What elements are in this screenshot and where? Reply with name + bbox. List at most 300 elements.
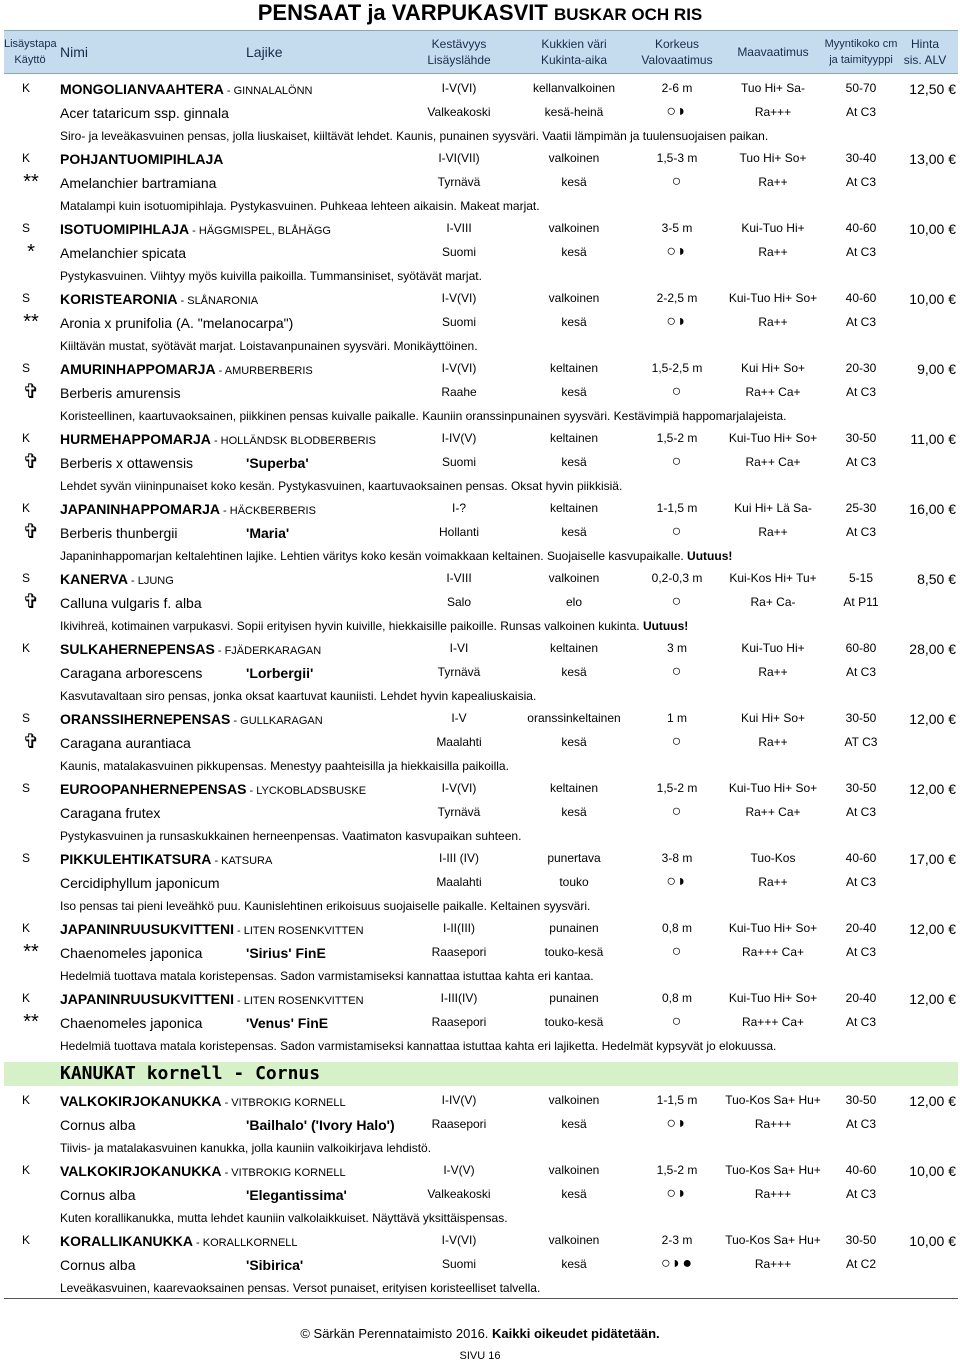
height: 1,5-2 m xyxy=(656,781,698,795)
latin-name: Caragana arborescens xyxy=(60,665,203,681)
hardiness-zone: I-III (IV) xyxy=(439,851,479,865)
price: 13,00 € xyxy=(909,151,956,167)
bloom-time: touko xyxy=(559,875,589,889)
cultivar: 'Bailhalo' ('Ivory Halo') xyxy=(246,1117,395,1133)
use-code: K xyxy=(21,1093,30,1107)
hardiness-zone: I-IV(V) xyxy=(441,431,477,445)
light-icon: ○ xyxy=(671,733,683,750)
plant-entry xyxy=(4,985,958,1055)
height: 3-5 m xyxy=(661,221,693,235)
cultivar: 'Maria' xyxy=(246,525,290,541)
light-icon: ○◗ xyxy=(666,243,688,260)
hardiness-zone: I-III(IV) xyxy=(440,991,478,1005)
nutrient-requirement: Ra+++ Ca+ xyxy=(741,1015,805,1029)
bloom-time: kesä xyxy=(561,1187,587,1201)
footer: © Särkän Perennataimisto 2016. Kaikki oikeudet pidätetään. xyxy=(300,1326,660,1341)
title-main: PENSAAT ja VARPUKASVIT xyxy=(257,0,548,25)
soil-requirement: Kui-Tuo Hi+ So+ xyxy=(728,921,818,935)
origin: Suomi xyxy=(441,455,476,469)
use-code: K xyxy=(21,1163,30,1177)
plant-name: JAPANINRUUSUKVITTENI - LITEN ROSENKVITTEN xyxy=(60,921,364,937)
page-title xyxy=(0,0,960,28)
plant-type: At C3 xyxy=(845,245,876,259)
use-code: S xyxy=(21,711,30,725)
description: Kuten korallikanukka, mutta lehdet kauniin valkolaikkuiset. Näyttävä yksittäispensas. xyxy=(60,1211,508,1225)
hardiness-mark: ✞ xyxy=(22,731,40,753)
origin: Valkeakoski xyxy=(427,105,491,119)
origin: Tyrnävä xyxy=(437,805,481,819)
plant-type: AT C3 xyxy=(844,735,878,749)
plant-entry xyxy=(4,635,958,705)
plant-name: ORANSSIHERNEPENSAS - GULLKARAGAN xyxy=(60,711,323,727)
cultivar: 'Lorbergii' xyxy=(246,665,314,681)
price: 12,00 € xyxy=(909,781,956,797)
origin: Raasepori xyxy=(431,1117,487,1131)
section-header-kanukat xyxy=(4,1062,958,1086)
flower-color: valkoinen xyxy=(548,291,600,305)
sale-size: 30-50 xyxy=(845,711,877,725)
plant-name: HURMEHAPPOMARJA - HOLLÄNDSK BLODBERBERIS xyxy=(60,431,376,447)
height: 1,5-2 m xyxy=(656,1163,698,1177)
plant-name: AMURINHAPPOMARJA - AMURBERBERIS xyxy=(60,361,313,377)
latin-name: Chaenomeles japonica xyxy=(60,945,203,961)
use-code: S xyxy=(21,851,30,865)
plant-entry xyxy=(4,145,958,215)
price: 12,50 € xyxy=(909,81,956,97)
soil-requirement: Kui-Tuo Hi+ xyxy=(741,641,805,655)
sale-size: 40-60 xyxy=(845,851,877,865)
latin-name: Berberis x ottawensis xyxy=(60,455,194,471)
bloom-time: kesä xyxy=(561,805,587,819)
hardiness-zone: I-V(V) xyxy=(443,1163,475,1177)
soil-requirement: Tuo-Kos xyxy=(750,851,796,865)
latin-name: Amelanchier spicata xyxy=(60,245,187,261)
use-code: K xyxy=(21,81,30,95)
nutrient-requirement: Ra+++ xyxy=(754,1187,792,1201)
hardiness-mark: ✞ xyxy=(22,591,40,613)
latin-name: Chaenomeles japonica xyxy=(60,1015,203,1031)
header-myyntikoko: Myyntikoko cm ja taimityyppi xyxy=(824,38,898,66)
latin-name: Caragana aurantiaca xyxy=(60,735,191,751)
latin-name: Cornus alba xyxy=(60,1187,136,1203)
use-code: K xyxy=(21,991,30,1005)
plant-entry xyxy=(4,425,958,495)
use-code: K xyxy=(21,1233,30,1247)
origin: Suomi xyxy=(441,245,476,259)
plant-entry xyxy=(4,845,958,915)
soil-requirement: Tuo Hi+ So+ xyxy=(739,151,807,165)
description: Ikivihreä, kotimainen varpukasvi. Sopii erityisen hyvin kuiville, hiekkaisille paikoille. Runsas valkoinen kukinta. Uutuus! xyxy=(60,619,689,633)
price: 10,00 € xyxy=(909,1163,956,1179)
height: 1,5-3 m xyxy=(656,151,698,165)
height: 1-1,5 m xyxy=(656,1093,698,1107)
hardiness-mark: ** xyxy=(23,1011,39,1033)
hardiness-mark: ** xyxy=(23,941,39,963)
plant-type: At C3 xyxy=(845,315,876,329)
origin: Hollanti xyxy=(438,525,480,539)
bloom-time: kesä-heinä xyxy=(544,105,604,119)
flower-color: keltainen xyxy=(549,501,599,515)
hardiness-mark: ** xyxy=(23,311,39,333)
flower-color: valkoinen xyxy=(548,571,600,585)
latin-name: Cornus alba xyxy=(60,1117,136,1133)
light-icon: ○ xyxy=(671,523,683,540)
height: 0,2-0,3 m xyxy=(651,571,703,585)
nutrient-requirement: Ra+++ xyxy=(754,1117,792,1131)
soil-requirement: Tuo-Kos Sa+ Hu+ xyxy=(725,1233,821,1247)
soil-requirement: Kui Hi+ So+ xyxy=(740,711,806,725)
sale-size: 40-60 xyxy=(845,221,877,235)
plant-entry xyxy=(4,215,958,285)
price: 28,00 € xyxy=(909,641,956,657)
plant-type: At C3 xyxy=(845,385,876,399)
flower-color: oranssinkeltainen xyxy=(527,711,621,725)
latin-name: Cercidiphyllum japonicum xyxy=(60,875,220,891)
plant-entry xyxy=(4,75,958,145)
hardiness-zone: I-VIII xyxy=(446,571,472,585)
height: 1-1,5 m xyxy=(656,501,698,515)
description: Kiiltävän mustat, syötävät marjat. Loistavanpunainen syysväri. Monikäyttöinen. xyxy=(60,339,478,353)
plant-name: PIKKULEHTIKATSURA - KATSURA xyxy=(60,851,273,867)
flower-color: keltainen xyxy=(549,781,599,795)
bloom-time: kesä xyxy=(561,1117,587,1131)
nutrient-requirement: Ra++ xyxy=(758,525,788,539)
sale-size: 30-40 xyxy=(845,151,877,165)
height: 0,8 m xyxy=(661,921,692,935)
hardiness-zone: I-VI xyxy=(449,641,469,655)
hardiness-zone: I-V(VI) xyxy=(441,291,477,305)
description: Matalampi kuin isotuomipihlaja. Pystykasvuinen. Puhkeaa lehteen aikaisin. Makeat marjat. xyxy=(60,199,540,213)
description: Hedelmiä tuottava matala koristepensas. Sadon varmistamiseksi kannattaa istuttaa kahta eri lajiketta. Hedelmät kypsyvät jo elokuussa. xyxy=(60,1039,777,1053)
plant-type: At C3 xyxy=(845,805,876,819)
origin: Tyrnävä xyxy=(437,665,481,679)
bloom-time: kesä xyxy=(561,665,587,679)
origin: Tyrnävä xyxy=(437,175,481,189)
hardiness-zone: I-V(VI) xyxy=(441,361,477,375)
sale-size: 40-60 xyxy=(845,1163,877,1177)
height: 3 m xyxy=(666,641,687,655)
plant-name: MONGOLIANVAAHTERA - GINNALALÖNN xyxy=(60,81,313,97)
plant-type: At C3 xyxy=(845,525,876,539)
light-icon: ○◗ xyxy=(666,1185,688,1202)
sale-size: 30-50 xyxy=(845,1093,877,1107)
height: 2-3 m xyxy=(661,1233,693,1247)
light-icon: ○ xyxy=(671,453,683,470)
height: 1,5-2,5 m xyxy=(651,361,703,375)
use-code: S xyxy=(21,221,30,235)
height: 1 m xyxy=(666,711,687,725)
hardiness-zone: I-II(III) xyxy=(443,921,475,935)
plant-type: At C3 xyxy=(845,1187,876,1201)
bloom-time: kesä xyxy=(561,315,587,329)
soil-requirement: Tuo Hi+ Sa- xyxy=(741,81,805,95)
light-icon: ○◗● xyxy=(661,1255,693,1272)
plant-entry xyxy=(4,285,958,355)
origin: Suomi xyxy=(441,315,476,329)
nutrient-requirement: Ra++ Ca+ xyxy=(745,805,801,819)
hardiness-zone: I-VIII xyxy=(446,221,472,235)
bloom-time: touko-kesä xyxy=(544,1015,604,1029)
cultivar: 'Superba' xyxy=(246,455,309,471)
plant-type: At C3 xyxy=(845,875,876,889)
sale-size: 20-40 xyxy=(845,921,877,935)
use-code: S xyxy=(21,571,30,585)
plant-entry xyxy=(4,495,958,565)
flower-color: valkoinen xyxy=(548,221,600,235)
header-kestavyys: Kestävyys Lisäyslähde xyxy=(427,37,491,67)
latin-name: Caragana frutex xyxy=(60,805,161,821)
latin-name: Cornus alba xyxy=(60,1257,136,1273)
hardiness-zone: I-V(VI) xyxy=(441,781,477,795)
height: 0,8 m xyxy=(661,991,692,1005)
origin: Maalahti xyxy=(436,735,482,749)
description: Tiivis- ja matalakasvuinen kanukka, jolla kauniin valkoikirjava lehdistö. xyxy=(60,1141,432,1155)
bloom-time: kesä xyxy=(561,735,587,749)
height: 1,5-2 m xyxy=(656,431,698,445)
bloom-time: kesä xyxy=(561,1257,587,1271)
soil-requirement: Kui-Tuo Hi+ So+ xyxy=(728,291,818,305)
plant-entry xyxy=(4,355,958,425)
plant-entry xyxy=(4,1227,958,1297)
title-sub: BUSKAR OCH RIS xyxy=(553,5,703,24)
plant-entry xyxy=(4,915,958,985)
hardiness-zone: I-IV(V) xyxy=(441,1093,477,1107)
description: Japaninhappomarjan keltalehtinen lajike. Lehtien väritys koko kesän voimakkaan keltainen. Suojaiselle kasvupaikalle. Uutuus! xyxy=(60,549,733,563)
sale-size: 30-50 xyxy=(845,431,877,445)
nutrient-requirement: Ra++ Ca+ xyxy=(745,455,801,469)
nutrient-requirement: Ra++ xyxy=(758,665,788,679)
page-number: SIVU 16 xyxy=(459,1350,501,1362)
use-code: S xyxy=(21,781,30,795)
price: 12,00 € xyxy=(909,991,956,1007)
height: 2-6 m xyxy=(661,81,693,95)
light-icon: ○ xyxy=(671,1013,683,1030)
nutrient-requirement: Ra++ xyxy=(758,175,788,189)
header-hinta: Hinta sis. ALV xyxy=(903,37,947,67)
description: Pystykasvuinen. Viihtyy myös kuivilla paikoilla. Tummansiniset, syötävät marjat. xyxy=(60,269,482,283)
header-korkeus: Korkeus Valovaatimus xyxy=(641,37,713,67)
hardiness-zone: I-V xyxy=(451,711,467,725)
latin-name: Acer tataricum ssp. ginnala xyxy=(60,105,229,121)
plant-type: At C3 xyxy=(845,455,876,469)
description: Leveäkasvuinen, kaarevaoksainen pensas. Versot punaiset, erityisen koristeelliset talvella. xyxy=(60,1281,541,1295)
hardiness-mark: ✞ xyxy=(22,381,40,403)
description: Kasvutavaltaan siro pensas, jonka oksat kaartuvat kauniisti. Lehdet hyvin kapealiuskaisia. xyxy=(60,689,537,703)
light-icon: ○◗ xyxy=(666,103,688,120)
header-lisaystapa: Lisäystapa Käyttö xyxy=(4,38,57,66)
soil-requirement: Kui-Tuo Hi+ So+ xyxy=(728,431,818,445)
plant-type: At C3 xyxy=(845,1015,876,1029)
light-icon: ○ xyxy=(671,803,683,820)
price: 17,00 € xyxy=(909,851,956,867)
plant-name: EUROOPANHERNEPENSAS - LYCKOBLADSBUSKE xyxy=(60,781,367,797)
flower-color: valkoinen xyxy=(548,1233,600,1247)
plant-entry xyxy=(4,775,958,845)
cultivar: 'Sibirica' xyxy=(246,1257,304,1273)
flower-color: keltainen xyxy=(549,641,599,655)
header-lajike: Lajike xyxy=(246,44,283,60)
latin-name: Amelanchier bartramiana xyxy=(60,175,217,191)
soil-requirement: Kui Hi+ Lä Sa- xyxy=(734,501,812,515)
nutrient-requirement: Ra+++ xyxy=(754,1257,792,1271)
plant-name: VALKOKIRJOKANUKKA - VITBROKIG KORNELL xyxy=(60,1163,346,1179)
plant-type: At C2 xyxy=(845,1257,876,1271)
plant-name: SULKAHERNEPENSAS - FJÄDERKARAGAN xyxy=(60,641,322,657)
origin: Raahe xyxy=(441,385,477,399)
bloom-time: kesä xyxy=(561,385,587,399)
soil-requirement: Kui-Tuo Hi+ So+ xyxy=(728,781,818,795)
hardiness-zone: I-V(VI) xyxy=(441,81,477,95)
soil-requirement: Kui-Tuo Hi+ So+ xyxy=(728,991,818,1005)
height: 3-8 m xyxy=(661,851,693,865)
price: 12,00 € xyxy=(909,1093,956,1109)
header-kukat: Kukkien väri Kukinta-aika xyxy=(540,37,608,67)
origin: Raasepori xyxy=(431,1015,487,1029)
plant-type: At C3 xyxy=(845,105,876,119)
origin: Suomi xyxy=(441,1257,476,1271)
light-icon: ○◗ xyxy=(666,1115,688,1132)
plant-name: POHJANTUOMIPIHLAJA xyxy=(60,151,224,167)
plant-name: ISOTUOMIPIHLAJA - HÄGGMISPEL, BLÅHÄGG xyxy=(60,221,331,237)
bloom-time: kesä xyxy=(561,455,587,469)
nutrient-requirement: Ra+++ Ca+ xyxy=(741,945,805,959)
price: 16,00 € xyxy=(909,501,956,517)
plant-type: At C3 xyxy=(845,1117,876,1131)
plant-entry xyxy=(4,1087,958,1157)
price: 10,00 € xyxy=(909,221,956,237)
plant-type: At C3 xyxy=(845,945,876,959)
flower-color: valkoinen xyxy=(548,151,600,165)
nutrient-requirement: Ra++ xyxy=(758,315,788,329)
description: Koristeellinen, kaartuvaoksainen, piikkinen pensas kuivalle paikalle. Kauniin oranssinpunainen syysväri. Kestävimpiä happomarjalajeista. xyxy=(60,409,787,423)
flower-color: keltainen xyxy=(549,431,599,445)
flower-color: punainen xyxy=(549,991,599,1005)
light-icon: ○ xyxy=(671,593,683,610)
plant-list-kanukat xyxy=(4,1087,958,1297)
header-nimi: Nimi xyxy=(60,44,88,60)
bloom-time: elo xyxy=(565,595,582,609)
sale-size: 20-30 xyxy=(845,361,877,375)
description: Lehdet syvän viininpunaiset koko kesän. Pystykasvuinen, kaartuvaoksainen pensas. Oksat hyvin piikkisiä. xyxy=(60,479,623,493)
bloom-time: kesä xyxy=(561,245,587,259)
price: 10,00 € xyxy=(909,291,956,307)
flower-color: punainen xyxy=(549,921,599,935)
origin: Maalahti xyxy=(436,875,482,889)
hardiness-mark: ** xyxy=(23,171,39,193)
light-icon: ○ xyxy=(671,383,683,400)
price: 12,00 € xyxy=(909,711,956,727)
light-icon: ○◗ xyxy=(666,313,688,330)
description: Hedelmiä tuottava matala koristepensas. Sadon varmistamiseksi kannattaa istuttaa kahta eri kantaa. xyxy=(60,969,594,983)
plant-name: JAPANINHAPPOMARJA - HÄCKBERBERIS xyxy=(60,501,316,517)
sale-size: 25-30 xyxy=(845,501,877,515)
flower-color: valkoinen xyxy=(548,1163,600,1177)
cultivar: 'Venus' FinE xyxy=(246,1015,329,1031)
hardiness-zone: I-VI(VII) xyxy=(438,151,480,165)
description: Iso pensas tai pieni leveähkö puu. Kaunislehtinen erikoisuus suojaiselle paikalle. Keltainen syysväri. xyxy=(60,899,591,913)
nutrient-requirement: Ra++ xyxy=(758,245,788,259)
flower-color: valkoinen xyxy=(548,1093,600,1107)
description: Kaunis, matalakasvuinen pikkupensas. Menestyy paahteisilla ja hiekkaisilla paikoilla. xyxy=(60,759,509,773)
sale-size: 30-50 xyxy=(845,1233,877,1247)
use-code: S xyxy=(21,291,30,305)
use-code: K xyxy=(21,501,30,515)
use-code: S xyxy=(21,361,30,375)
sale-size: 40-60 xyxy=(845,291,877,305)
plant-name: KANERVA - LJUNG xyxy=(60,571,174,587)
sale-size: 30-50 xyxy=(845,781,877,795)
light-icon: ○ xyxy=(671,943,683,960)
soil-requirement: Kui-Tuo Hi+ xyxy=(741,221,805,235)
soil-requirement: Tuo-Kos Sa+ Hu+ xyxy=(725,1093,821,1107)
bloom-time: kesä xyxy=(561,525,587,539)
plant-name: VALKOKIRJOKANUKKA - VITBROKIG KORNELL xyxy=(60,1093,346,1109)
plant-name: KORALLIKANUKKA - KORALLKORNELL xyxy=(60,1233,298,1249)
height: 2-2,5 m xyxy=(656,291,698,305)
sale-size: 50-70 xyxy=(845,81,877,95)
flower-color: punertava xyxy=(547,851,601,865)
nutrient-requirement: Ra++ xyxy=(758,875,788,889)
nutrient-requirement: Ra+ Ca- xyxy=(750,595,796,609)
nutrient-requirement: Ra+++ xyxy=(754,105,792,119)
description: Siro- ja leveäkasvuinen pensas, jolla liuskaiset, kiiltävät lehdet. Kaunis, punainen syysväri. Vaatii lämpimän ja tuulensuojaisen paikan. xyxy=(60,129,769,143)
bloom-time: touko-kesä xyxy=(544,945,604,959)
plant-entry xyxy=(4,705,958,775)
hardiness-zone: I-V(VI) xyxy=(441,1233,477,1247)
table-header xyxy=(4,30,958,74)
plant-entry xyxy=(4,1157,958,1227)
description: Pystykasvuinen ja runsaskukkainen herneenpensas. Vaatimaton kasvupaikan suhteen. xyxy=(60,829,522,843)
latin-name: Berberis thunbergii xyxy=(60,525,178,541)
use-code: K xyxy=(21,431,30,445)
price: 11,00 € xyxy=(910,431,956,447)
nutrient-requirement: Ra++ Ca+ xyxy=(745,385,801,399)
light-icon: ○ xyxy=(671,663,683,680)
latin-name: Aronia x prunifolia (A. "melanocarpa") xyxy=(60,315,294,331)
sale-size: 5-15 xyxy=(848,571,874,585)
origin: Raasepori xyxy=(431,945,487,959)
origin: Valkeakoski xyxy=(427,1187,491,1201)
header-maavaatimus: Maavaatimus xyxy=(737,45,809,59)
flower-color: kellanvalkoinen xyxy=(532,81,616,95)
price: 8,50 € xyxy=(917,571,956,587)
soil-requirement: Kui-Kos Hi+ Tu+ xyxy=(729,571,817,585)
plant-type: At P11 xyxy=(843,595,879,609)
plant-name: KORISTEARONIA - SLÅNARONIA xyxy=(60,291,259,307)
sale-size: 60-80 xyxy=(845,641,877,655)
origin: Salo xyxy=(446,595,472,609)
section-title: KANUKAT kornell - Cornus xyxy=(60,1063,321,1084)
soil-requirement: Kui Hi+ So+ xyxy=(740,361,806,375)
sale-size: 20-40 xyxy=(845,991,877,1005)
divider xyxy=(4,1298,958,1299)
price: 9,00 € xyxy=(917,361,956,377)
cultivar: 'Elegantissima' xyxy=(246,1187,347,1203)
use-code: K xyxy=(21,921,30,935)
hardiness-mark: ✞ xyxy=(22,521,40,543)
hardiness-mark: * xyxy=(27,241,35,263)
use-code: K xyxy=(21,151,30,165)
latin-name: Calluna vulgaris f. alba xyxy=(60,595,202,611)
plant-name: JAPANINRUUSUKVITTENI - LITEN ROSENKVITTEN xyxy=(60,991,364,1007)
plant-entry xyxy=(4,565,958,635)
soil-requirement: Tuo-Kos Sa+ Hu+ xyxy=(725,1163,821,1177)
hardiness-mark: ✞ xyxy=(22,451,40,473)
plant-type: At C3 xyxy=(845,665,876,679)
price: 10,00 € xyxy=(909,1233,956,1249)
use-code: K xyxy=(21,641,30,655)
light-icon: ○ xyxy=(671,173,683,190)
